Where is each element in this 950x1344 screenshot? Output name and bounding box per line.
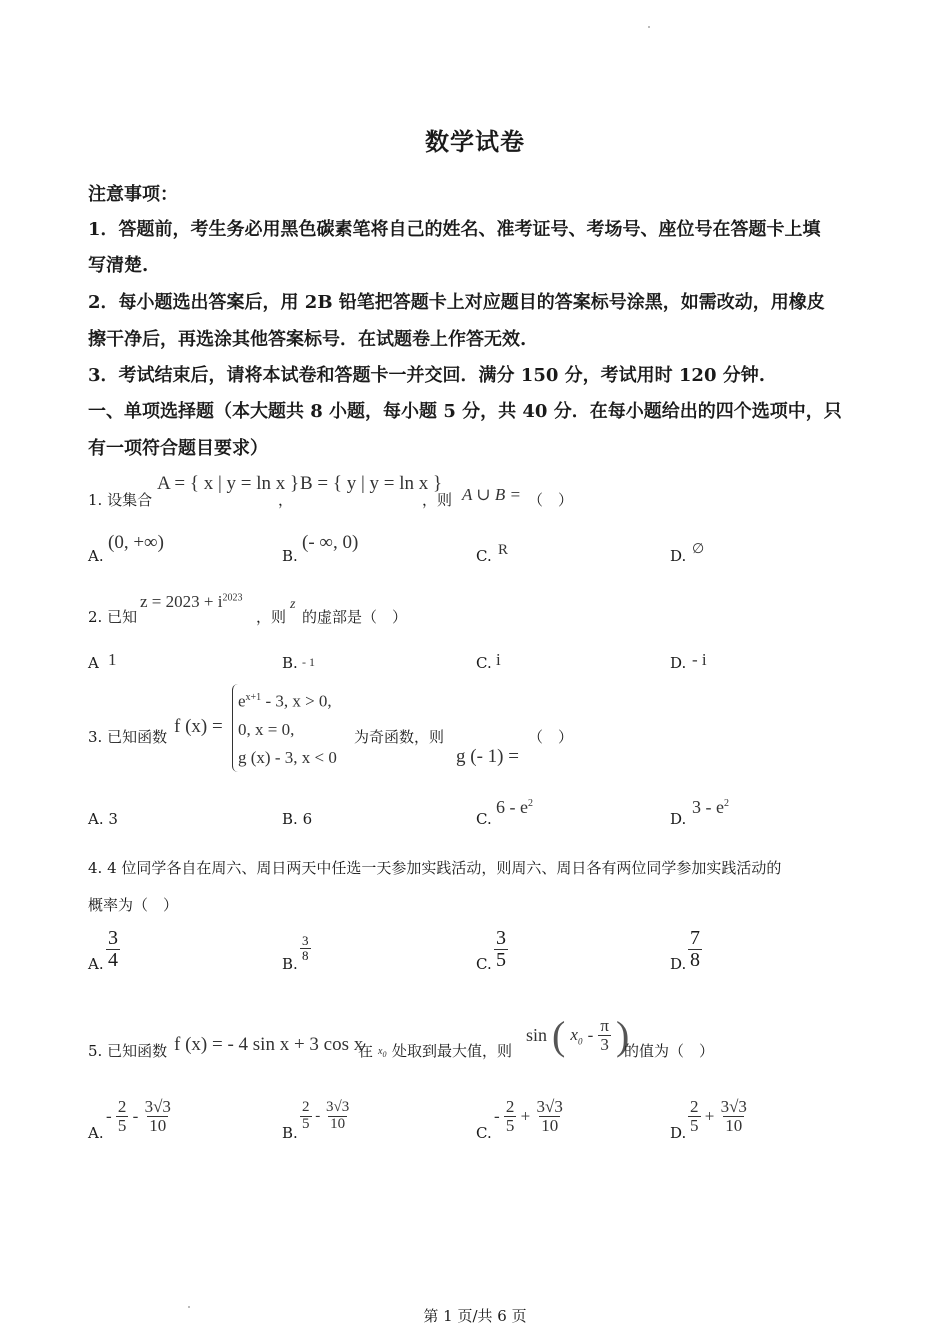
q5-func: f (x) = - 4 sin x + 3 cos x bbox=[174, 1034, 364, 1055]
q2-option-d-label: D. bbox=[670, 654, 687, 672]
q3-option-d-value bbox=[692, 797, 729, 818]
page-title: 数学试卷 bbox=[425, 127, 525, 156]
q2-expr bbox=[140, 592, 242, 612]
q4-option-c-num: 3 bbox=[496, 927, 506, 949]
q3-middle: 为奇函数，则 bbox=[354, 728, 445, 746]
q4-text: 4. 4 位同学各自在周六、周日两天中任选一天参加实践活动，则周六、周日各有两位同学参加实践活动的 bbox=[88, 859, 782, 877]
q1-sep: ， bbox=[278, 491, 294, 509]
q3-func: f (x) = bbox=[174, 716, 223, 737]
q4-option-b-label: B. bbox=[282, 955, 298, 973]
q5-option-d-f2-num: 3√3 bbox=[720, 1097, 747, 1116]
q5-option-c-value bbox=[494, 1098, 565, 1135]
q1-expr: A ∪ B = bbox=[462, 485, 521, 504]
q4-option-b-num: 3 bbox=[302, 933, 309, 948]
notice-item-2-cont: 擦干净后，再选涂其他答案标号．在试题卷上作答无效. bbox=[88, 329, 527, 350]
q5-x0-var: x bbox=[378, 1046, 383, 1057]
q3-option-c-value bbox=[496, 797, 533, 818]
q1-option-d-value: ∅ bbox=[692, 542, 705, 557]
q3-case-1-exp: x+1 bbox=[245, 692, 262, 703]
q5-pi-over-3 bbox=[598, 1017, 611, 1054]
q3-option-c-base: 6 - e bbox=[496, 797, 528, 817]
q5-option-b-f1-num: 2 bbox=[302, 1099, 310, 1115]
section-heading-cont: 有一项符合题目要求） bbox=[88, 438, 268, 459]
q3-option-b bbox=[282, 810, 312, 828]
q5-at: 在 bbox=[358, 1042, 374, 1060]
q5-option-b-f2-num: 3√3 bbox=[326, 1099, 350, 1115]
q4-option-d-num: 7 bbox=[690, 927, 700, 949]
q1-option-b-label: B. bbox=[282, 547, 298, 565]
q5-inner-x0-sub: 0 bbox=[577, 1036, 583, 1047]
q5-middle: 处取到最大值，则 bbox=[392, 1042, 513, 1060]
q4-option-d-value bbox=[688, 928, 702, 971]
section-heading: 一、单项选择题（本大题共 8 小题，每小题 5 分，共 40 分．在每小题给出的四个选项中，只 bbox=[88, 401, 842, 422]
q4-option-b-den: 8 bbox=[302, 947, 309, 963]
q4-option-a-num: 3 bbox=[108, 927, 118, 949]
q5-x0 bbox=[378, 1046, 386, 1059]
q1-option-c-label: C. bbox=[476, 547, 492, 565]
q3-option-d-label: D. bbox=[670, 810, 687, 828]
q5-option-c-f2-den: 10 bbox=[541, 1115, 559, 1135]
q5-prefix: 5. 已知函数 bbox=[88, 1042, 168, 1060]
q3-cases bbox=[232, 684, 337, 772]
q5-left-paren: ( bbox=[552, 1013, 566, 1058]
q5-right-paren: ) bbox=[616, 1013, 630, 1058]
q3-option-c-exp: 2 bbox=[527, 798, 533, 809]
q2-expr-exp: 2023 bbox=[222, 592, 243, 604]
q5-option-c-label: C. bbox=[476, 1124, 492, 1142]
q1-option-c-value: R bbox=[498, 542, 509, 558]
q3-case-2: 0, x = 0, bbox=[238, 719, 295, 739]
q5-option-a-sign2: - bbox=[132, 1106, 139, 1126]
q5-option-a-sign1: - bbox=[106, 1106, 112, 1126]
q2-option-a-label: A bbox=[88, 654, 99, 672]
q5-option-a-f2-den: 10 bbox=[149, 1115, 167, 1135]
q2-prefix: 2. 已知 bbox=[88, 608, 138, 626]
notice-item-1-cont: 写清楚. bbox=[88, 255, 149, 276]
q1-set-a: A = { x | y = ln x } bbox=[157, 473, 300, 494]
q1-set-b: B = { y | y = ln x } bbox=[300, 473, 443, 494]
q4-text-cont: 概率为（ ） bbox=[88, 896, 179, 914]
q5-option-d-f2-den: 10 bbox=[725, 1115, 743, 1135]
q4-option-c-label: C. bbox=[476, 955, 492, 973]
q2-option-c-value: i bbox=[496, 650, 501, 669]
q3-option-d-exp: 2 bbox=[723, 798, 729, 809]
q5-option-d-sign2: + bbox=[704, 1106, 715, 1126]
q2-option-a-value: 1 bbox=[108, 650, 117, 669]
q5-option-d-f1-num: 2 bbox=[690, 1097, 699, 1116]
q5-option-a-f1-den: 5 bbox=[117, 1115, 127, 1135]
q3-prefix: 3. 已知函数 bbox=[88, 728, 168, 746]
q5-suffix: 的值为（ ） bbox=[624, 1042, 715, 1060]
notice-item-1: 1．答题前，考生务必用黑色碳素笔将自己的姓名、准考证号、考场号、座位号在答题卡上填 bbox=[88, 219, 821, 240]
q3-option-a-label: A. bbox=[88, 810, 104, 828]
q4-option-b-value bbox=[300, 934, 311, 962]
q2-option-c-label: C. bbox=[476, 654, 492, 672]
q2-middle: ，则 bbox=[256, 608, 287, 626]
q3-paren: （ ） bbox=[528, 728, 574, 746]
q4-option-a-label: A. bbox=[88, 955, 104, 973]
q5-option-b-f1-den: 5 bbox=[302, 1115, 310, 1132]
notice-item-3: 3．考试结束后，请将本试卷和答题卡一并交回．满分 150 分，考试用时 120 分钟. bbox=[88, 365, 766, 386]
q2-option-d-value: - i bbox=[692, 650, 707, 669]
q5-option-c-f2-num: 3√3 bbox=[536, 1097, 563, 1116]
q5-option-c-f1-den: 5 bbox=[505, 1115, 515, 1135]
q4-option-a-den: 4 bbox=[108, 949, 118, 971]
q1-suffix: ，则 bbox=[422, 491, 453, 509]
q3-option-b-label: B. bbox=[282, 810, 298, 828]
q5-option-c-sign2: + bbox=[520, 1106, 531, 1126]
q2-option-b-label: B. bbox=[282, 654, 298, 672]
q5-inner-x0-var: x bbox=[570, 1024, 578, 1044]
q3-option-d-base: 3 - e bbox=[692, 797, 724, 817]
q5-option-b-value bbox=[300, 1100, 351, 1133]
q5-minus: - bbox=[587, 1025, 594, 1045]
q5-option-c-f1-num: 2 bbox=[505, 1097, 515, 1116]
q3-piecewise bbox=[232, 684, 337, 772]
q2-var: z bbox=[290, 597, 296, 612]
q3-option-b-value: 6 bbox=[302, 810, 313, 828]
q5-option-d-f1-den: 5 bbox=[690, 1115, 699, 1135]
q1-paren: （ ） bbox=[528, 491, 574, 509]
q1-option-a-value: (0, +∞) bbox=[108, 532, 164, 553]
q1-option-b-value: (- ∞, 0) bbox=[302, 532, 359, 553]
q3-case-1 bbox=[238, 684, 337, 716]
q5-inner-x0 bbox=[570, 1024, 583, 1047]
q5-option-a-f2-num: 3√3 bbox=[144, 1097, 171, 1116]
q4-option-c-value bbox=[494, 928, 508, 971]
q3-target: g (- 1) = bbox=[456, 746, 519, 767]
q3-case-1-rest: - 3, x > 0, bbox=[261, 691, 332, 711]
q5-paren-expr bbox=[552, 1012, 629, 1059]
q5-option-a-value bbox=[106, 1098, 173, 1135]
q3-option-a-value: 3 bbox=[108, 810, 118, 828]
q5-option-d-value bbox=[688, 1098, 749, 1135]
q4-option-a-value bbox=[106, 928, 120, 971]
q1-prefix: 1. 设集合 bbox=[88, 491, 153, 509]
notice-heading: 注意事项： bbox=[88, 184, 178, 205]
q5-option-d-label: D. bbox=[670, 1124, 687, 1142]
q3-case-3: g (x) - 3, x < 0 bbox=[238, 747, 337, 767]
q1-option-a-label: A. bbox=[88, 547, 104, 565]
page-footer: 第 1 页/共 6 页 bbox=[423, 1307, 527, 1325]
q5-sin: sin bbox=[526, 1025, 548, 1045]
q3-case-1-base: e bbox=[238, 691, 246, 711]
q4-option-d-label: D. bbox=[670, 955, 687, 973]
q5-option-c-sign1: - bbox=[494, 1106, 500, 1126]
q5-option-b-sign2: - bbox=[315, 1107, 321, 1124]
q5-option-a-label: A. bbox=[88, 1124, 104, 1142]
q5-option-a-f1-num: 2 bbox=[117, 1097, 127, 1116]
q4-option-d-den: 8 bbox=[690, 949, 700, 971]
q1-option-d-label: D. bbox=[670, 547, 687, 565]
q2-suffix: 的虚部是（ ） bbox=[302, 608, 408, 626]
q5-pi: π bbox=[600, 1016, 609, 1036]
q5-x0-sub: 0 bbox=[382, 1050, 387, 1059]
notice-item-2: 2．每小题选出答案后，用 2B 铅笔把答题卡上对应题目的答案标号涂黑，如需改动，用橡皮 bbox=[88, 292, 825, 313]
q5-option-b-label: B. bbox=[282, 1124, 298, 1142]
q2-option-b-value: - 1 bbox=[302, 655, 315, 669]
q5-option-b-f2-den: 10 bbox=[330, 1115, 346, 1132]
q5-three: 3 bbox=[600, 1035, 609, 1054]
q3-option-a bbox=[88, 810, 118, 828]
q2-expr-base: z = 2023 + i bbox=[140, 592, 223, 611]
q3-option-c-label: C. bbox=[476, 810, 492, 828]
q4-option-c-den: 5 bbox=[496, 949, 506, 971]
